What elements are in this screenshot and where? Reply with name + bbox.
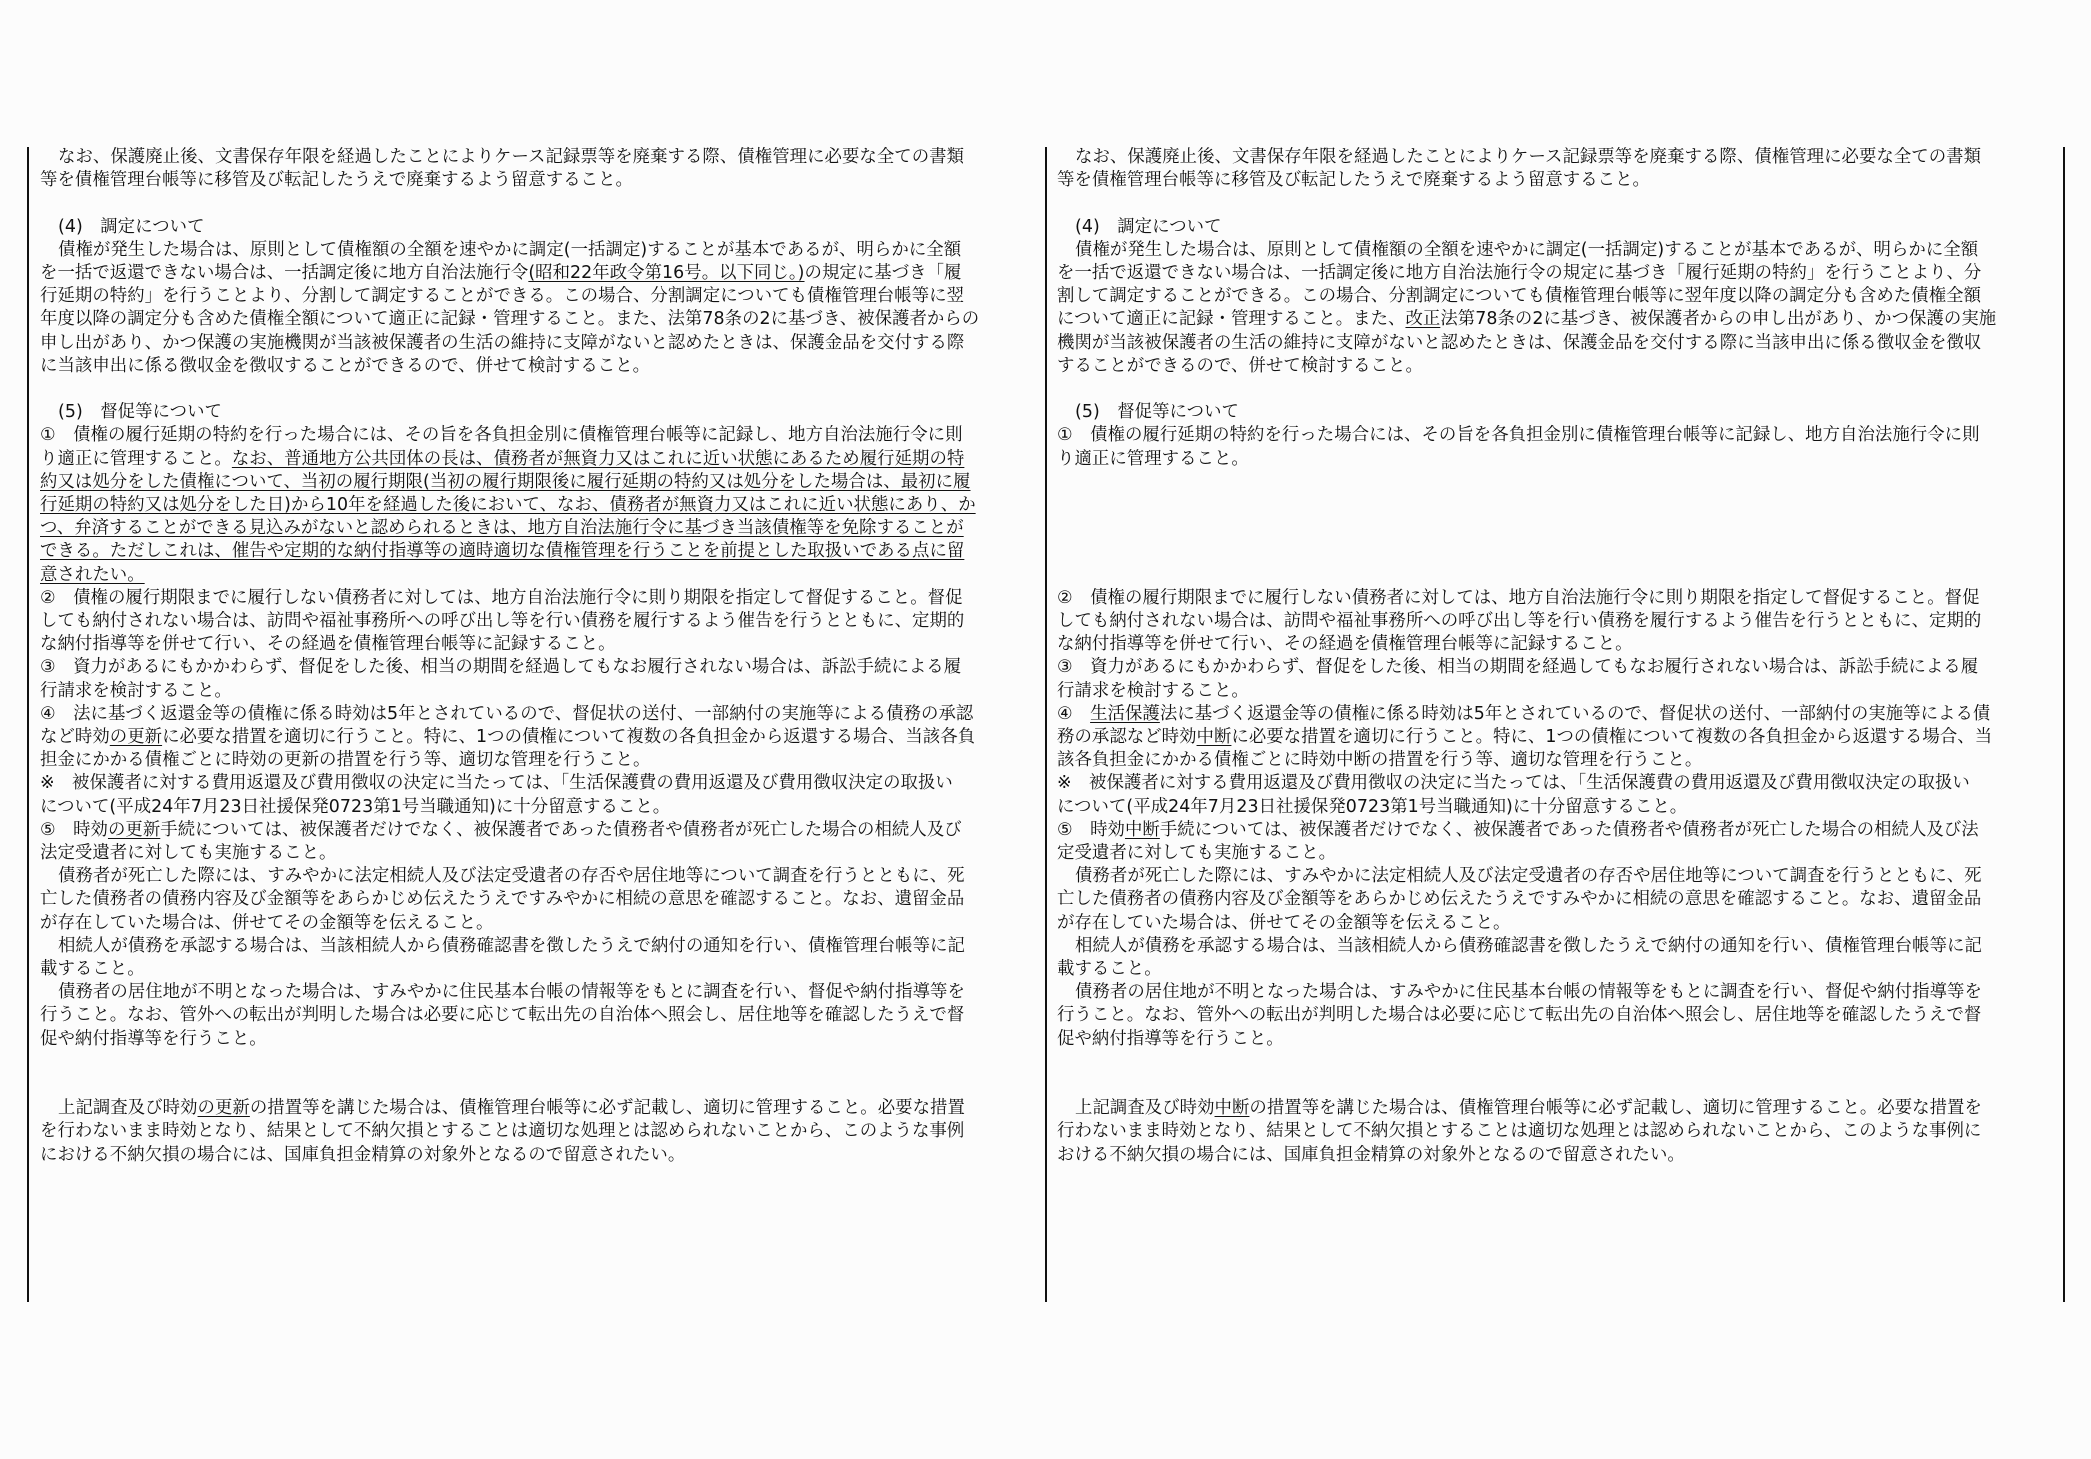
text-line bbox=[58, 146, 964, 169]
text-segment: 法定受遺者に対しても実施すること。 bbox=[40, 843, 337, 863]
text-segment: を行わないまま時効となり、結果として不納欠損とすることは適切な処理とは認められないことから、このような事例 bbox=[40, 1121, 965, 1142]
text-line bbox=[1075, 865, 1982, 888]
text-line bbox=[40, 912, 493, 935]
text-segment: (4) 調定について bbox=[58, 216, 205, 237]
text-segment: 等を債権管理台帳等に移管及び転記したうえで廃棄するよう留意すること。 bbox=[1057, 170, 1650, 191]
text-line bbox=[1075, 935, 1982, 958]
text-segment: が存在していた場合は、併せてその金額等を伝えること。 bbox=[1057, 912, 1511, 933]
text-segment: おける不納欠損の場合には、国庫負担金精算の対象外となるので留意されたい。 bbox=[1057, 1144, 1685, 1165]
text-segment: 債務者が死亡した際には、すみやかに法定相続人及び法定受遺者の存否や居住地等について調査を行うとともに、死 bbox=[58, 866, 965, 887]
underlined-amendment: 行延期の特約又は処分をした日)から10年を経過した後において、なお、債務者が無資力又はこれに近い状態にあり、か bbox=[40, 495, 976, 515]
text-line bbox=[40, 1028, 267, 1051]
text-line bbox=[58, 239, 961, 262]
text-line bbox=[1057, 726, 1992, 749]
text-line bbox=[1057, 262, 1981, 285]
text-line bbox=[1075, 146, 1981, 169]
text-line bbox=[1057, 819, 1979, 842]
text-segment: 促や納付指導等を行うこと。 bbox=[40, 1028, 267, 1049]
text-segment: なお、保護廃止後、文書保存年限を経過したことによりケース記録票等を廃棄する際、債権管理に必要な全ての書類 bbox=[58, 147, 965, 167]
text-segment: 該各負担金にかかる債権ごとに時効中断の措置を行う等、適切な管理を行うこと。 bbox=[1057, 750, 1703, 771]
text-segment: 上記調査及び時効 bbox=[58, 1098, 198, 1119]
text-segment: の規定に基づき「履 bbox=[804, 263, 962, 283]
text-line bbox=[1057, 169, 1650, 192]
text-line bbox=[1057, 888, 1981, 911]
underlined-amendment: の更新 bbox=[197, 1098, 250, 1119]
text-line bbox=[1057, 749, 1702, 772]
text-segment: 手続については、被保護者だけでなく、被保護者であった債務者や債務者が死亡した場合の相続人及び法 bbox=[1159, 819, 1979, 840]
text-line bbox=[1075, 239, 1978, 262]
text-segment: 相続人が債務を承認する場合は、当該相続人から債務確認書を徴したうえで納付の通知を行い、債権管理台帳等に記 bbox=[1075, 935, 1982, 956]
text-line bbox=[40, 1004, 964, 1027]
text-segment: 申し出があり、かつ保護の実施機関が当該被保護者の生活の維持に支障がないと認めたときは、保護金品を交付する際 bbox=[40, 332, 965, 353]
text-segment: 行請求を検討すること。 bbox=[1057, 680, 1249, 701]
text-line bbox=[40, 958, 145, 981]
text-segment: 相続人が債務を承認する場合は、当該相続人から債務確認書を徴したうえで納付の通知を行い、債権管理台帳等に記 bbox=[58, 935, 965, 956]
text-line bbox=[1057, 656, 1978, 679]
text-segment: における不納欠損の場合には、国庫負担金精算の対象外となるので留意されたい。 bbox=[40, 1144, 686, 1165]
right-border bbox=[2063, 147, 2065, 1302]
text-segment: ① 債権の履行延期の特約を行った場合には、その旨を各負担金別に債権管理台帳等に記録し、地方自治法施行令に則 bbox=[1057, 425, 1980, 446]
text-segment: の措置等を講じた場合は、債権管理台帳等に必ず記載し、適切に管理すること。必要な措置を bbox=[1249, 1098, 1982, 1119]
text-segment: について適正に記録・管理すること。また、 bbox=[1057, 309, 1406, 330]
text-segment: 法第78条の2に基づき、被保護者からの申し出があり、かつ保護の実施 bbox=[1440, 309, 1997, 330]
text-line bbox=[40, 656, 961, 679]
underlined-amendment: の更新 bbox=[107, 819, 161, 840]
text-segment: 割して調定することができる。この場合、分割調定についても債権管理台帳等に翌年度以降の調定分も含めた債権全額 bbox=[1057, 286, 1982, 307]
text-segment: ④ bbox=[1057, 703, 1091, 724]
text-line bbox=[1057, 424, 1980, 447]
text-segment: 債務者の居住地が不明となった場合は、すみやかに住民基本台帳の情報等をもとに調査を行い、督促や納付指導等を bbox=[1075, 982, 1982, 1003]
text-line bbox=[1057, 610, 1981, 633]
text-segment: 機関が当該被保護者の生活の維持に支障がないと認めたときは、保護金品を交付する際に当該申出に係る徴収金を徴収 bbox=[1057, 332, 1982, 353]
text-line bbox=[40, 564, 145, 587]
underlined-amendment: できる。ただしこれは、催告や定期的な納付指導等の適時適切な債権管理を行うことを前提とした取扱いである点に留 bbox=[40, 541, 965, 562]
text-segment: を一括で返還できない場合は、一括調定後に地方自治法施行令 bbox=[40, 263, 529, 283]
text-segment: 債務者が死亡した際には、すみやかに法定相続人及び法定受遺者の存否や居住地等について調査を行うとともに、死 bbox=[1075, 866, 1982, 887]
text-segment: ⑤ 時効 bbox=[40, 819, 108, 840]
text-line bbox=[1057, 703, 1990, 726]
text-line bbox=[1057, 1144, 1685, 1167]
text-segment: ※ 被保護者に対する費用返還及び費用徴収の決定に当たっては、「生活保護費の費用返還及び費用徴収決定の取扱い bbox=[1057, 773, 1970, 794]
text-line bbox=[1057, 448, 1249, 471]
text-line bbox=[40, 842, 337, 865]
text-segment: (4) 調定について bbox=[1075, 216, 1222, 237]
text-line bbox=[58, 935, 965, 958]
text-line bbox=[40, 308, 979, 331]
left-border bbox=[27, 147, 29, 1302]
text-line bbox=[40, 494, 976, 517]
text-segment: 行わないまま時効となり、結果として不納欠損とすることは適切な処理とは認められないことから、このような事例に bbox=[1057, 1121, 1982, 1142]
text-line bbox=[1075, 216, 1222, 239]
text-line bbox=[40, 471, 971, 494]
text-segment: な納付指導等を併せて行い、その経過を債権管理台帳等に記録すること。 bbox=[40, 634, 616, 655]
text-segment: 年度以降の調定分も含めた債権全額について適正に記録・管理すること。また、法第78条の2に基づき、被保護者からの bbox=[40, 309, 980, 330]
text-line bbox=[1057, 912, 1510, 935]
text-segment: 手続については、被保護者だけでなく、被保護者であった債務者や債務者が死亡した場合の相続人及び bbox=[160, 819, 962, 840]
text-line bbox=[1057, 355, 1423, 378]
text-segment: しても納付されない場合は、訪問や福祉事務所への呼び出し等を行い債務を履行するよう催告を行うとともに、定期的 bbox=[40, 611, 965, 631]
text-segment: 亡した債務者の債務内容及び金額等をあらかじめ伝えたうえですみやかに相続の意思を確認すること。なお、遺留金品 bbox=[40, 889, 965, 910]
text-segment: の措置等を講じた場合は、債権管理台帳等に必ず記載し、適切に管理すること。必要な措置 bbox=[249, 1098, 965, 1119]
text-segment: り適正に管理すること。 bbox=[1057, 448, 1249, 469]
text-line bbox=[1057, 308, 1996, 331]
underlined-amendment: 生活保護 bbox=[1090, 703, 1160, 724]
text-line bbox=[58, 1097, 965, 1120]
text-segment: ② 債権の履行期限までに履行しない債務者に対しては、地方自治法施行令に則り期限を指定して督促すること。督促 bbox=[40, 587, 963, 608]
text-line bbox=[40, 540, 964, 563]
column-divider bbox=[1045, 147, 1047, 1302]
underlined-amendment: なお、普通地方公共団体の長は、債務者が無資力又はこれに近い状態にあるため履行延期の特 bbox=[231, 448, 965, 469]
text-segment: に当該申出に係る徴収金を徴収することができるので、併せて検討すること。 bbox=[40, 355, 651, 376]
text-line bbox=[40, 262, 961, 285]
text-line bbox=[40, 772, 953, 795]
text-segment: 務の承認など時効 bbox=[1057, 727, 1197, 747]
text-line bbox=[40, 819, 962, 842]
underlined-amendment: つ、弁済することができる見込みがないと認められるときは、地方自治法施行令に基づき当該債権等を免除することが bbox=[40, 518, 964, 539]
text-segment: な納付指導等を併せて行い、その経過を債権管理台帳等に記録すること。 bbox=[1057, 634, 1633, 655]
text-line bbox=[40, 749, 650, 772]
text-line bbox=[1057, 1120, 1981, 1143]
text-line bbox=[40, 587, 963, 610]
text-segment: 債務者の居住地が不明となった場合は、すみやかに住民基本台帳の情報等をもとに調査を行い、督促や納付指導等を bbox=[58, 982, 965, 1003]
text-line bbox=[58, 865, 965, 888]
text-line bbox=[1057, 1028, 1284, 1051]
text-segment: することができるので、併せて検討すること。 bbox=[1057, 355, 1423, 376]
text-segment: ④ 法に基づく返還金等の債権に係る時効は5年とされているので、督促状の送付、一部納付の実施等による債務の承認 bbox=[40, 703, 974, 724]
text-line bbox=[1057, 633, 1633, 656]
text-segment: に必要な措置を適切に行うこと。特に、1つの債権について複数の各負担金から返還する場合、当 bbox=[1231, 727, 1993, 747]
underlined-amendment: 中断 bbox=[1124, 819, 1160, 840]
text-line bbox=[40, 610, 964, 633]
text-line bbox=[58, 216, 205, 239]
text-segment: 債権が発生した場合は、原則として債権額の全額を速やかに調定(一括調定)することが基本であるが、明らかに全額 bbox=[58, 239, 962, 260]
text-line bbox=[58, 401, 222, 424]
text-line bbox=[1057, 842, 1336, 865]
text-line bbox=[40, 703, 973, 726]
underlined-amendment: 改正 bbox=[1405, 309, 1441, 330]
text-line bbox=[40, 169, 633, 192]
text-line bbox=[1075, 1097, 1982, 1120]
text-segment: ② 債権の履行期限までに履行しない債務者に対しては、地方自治法施行令に則り期限を指定して督促すること。督促 bbox=[1057, 587, 1980, 608]
underlined-amendment: の更新 bbox=[109, 727, 163, 747]
text-line bbox=[40, 1144, 685, 1167]
text-segment: 上記調査及び時効 bbox=[1075, 1098, 1215, 1119]
text-line bbox=[40, 796, 670, 819]
text-line bbox=[40, 680, 232, 703]
text-segment: (5) 督促等について bbox=[58, 402, 222, 423]
text-segment: 等を債権管理台帳等に移管及び転記したうえで廃棄するよう留意すること。 bbox=[40, 170, 633, 191]
text-line bbox=[58, 981, 965, 1004]
text-segment: 載すること。 bbox=[1057, 959, 1162, 979]
text-segment: 行うこと。なお、管外への転出が判明した場合は必要に応じて転出先の自治体へ照会し、居住地等を確認したうえで督 bbox=[40, 1005, 965, 1026]
text-segment: ③ 資力があるにもかかわらず、督促をした後、相当の期間を経過してもなお履行されない場合は、訴訟手続による履 bbox=[40, 657, 962, 678]
text-segment: 定受遺者に対しても実施すること。 bbox=[1057, 843, 1337, 863]
text-line bbox=[1057, 332, 1981, 355]
underlined-amendment: 約又は処分をした債権について、当初の履行期限(当初の履行期限後に履行延期の特約又は処分をした場合は、最初に履 bbox=[40, 471, 971, 492]
text-line bbox=[1057, 680, 1249, 703]
text-segment: が存在していた場合は、併せてその金額等を伝えること。 bbox=[40, 912, 494, 933]
underlined-amendment: 中断 bbox=[1214, 1098, 1250, 1119]
text-segment: しても納付されない場合は、訪問や福祉事務所への呼び出し等を行い債務を履行するよう催告を行うとともに、定期的 bbox=[1057, 611, 1982, 631]
underlined-amendment: 意されたい。 bbox=[40, 564, 145, 585]
text-segment: を一括で返還できない場合は、一括調定後に地方自治法施行令の規定に基づき「履行延期の特約」を行うことより、分 bbox=[1057, 263, 1982, 283]
text-segment: 促や納付指導等を行うこと。 bbox=[1057, 1028, 1284, 1049]
text-segment: 行延期の特約」を行うことより、分割して調定することができる。この場合、分割調定についても債権管理台帳等に翌 bbox=[40, 286, 965, 307]
text-segment: 債権が発生した場合は、原則として債権額の全額を速やかに調定(一括調定)することが基本であるが、明らかに全額 bbox=[1075, 239, 1979, 260]
text-segment: ③ 資力があるにもかかわらず、督促をした後、相当の期間を経過してもなお履行されない場合は、訴訟手続による履 bbox=[1057, 657, 1979, 678]
text-line bbox=[40, 424, 963, 447]
text-segment: について(平成24年7月23日社援保発0723第1号当職通知)に十分留意すること。 bbox=[1057, 796, 1688, 817]
text-line bbox=[1057, 958, 1162, 981]
underlined-amendment: 中断 bbox=[1196, 727, 1232, 747]
text-line bbox=[40, 1120, 964, 1143]
text-line bbox=[40, 726, 975, 749]
text-line bbox=[40, 633, 616, 656]
text-line bbox=[1057, 796, 1687, 819]
text-line bbox=[1057, 587, 1980, 610]
text-segment: 法に基づく返還金等の債権に係る時効は5年とされているので、督促状の送付、一部納付の実施等による債 bbox=[1159, 703, 1991, 724]
text-line bbox=[40, 332, 964, 355]
text-segment: (5) 督促等について bbox=[1075, 402, 1239, 423]
text-line bbox=[40, 888, 964, 911]
text-segment: ※ 被保護者に対する費用返還及び費用徴収の決定に当たっては、「生活保護費の費用返還及び費用徴収決定の取扱い bbox=[40, 773, 953, 794]
text-line bbox=[1075, 401, 1239, 424]
text-segment: 行請求を検討すること。 bbox=[40, 680, 232, 701]
text-segment: ① 債権の履行延期の特約を行った場合には、その旨を各負担金別に債権管理台帳等に記録し、地方自治法施行令に則 bbox=[40, 425, 963, 446]
text-line bbox=[1057, 1004, 1981, 1027]
text-segment: について(平成24年7月23日社援保発0723第1号当職通知)に十分留意すること。 bbox=[40, 796, 671, 817]
text-segment: 亡した債務者の債務内容及び金額等をあらかじめ伝えたうえですみやかに相続の意思を確認すること。なお、遺留金品 bbox=[1057, 889, 1982, 910]
text-line bbox=[40, 448, 964, 471]
text-segment: なお、保護廃止後、文書保存年限を経過したことによりケース記録票等を廃棄する際、債権管理に必要な全ての書類 bbox=[1075, 147, 1982, 167]
text-line bbox=[40, 355, 650, 378]
underlined-amendment: (昭和22年政令第16号。以下同じ。) bbox=[528, 263, 805, 283]
text-line bbox=[1057, 772, 1970, 795]
text-segment: 行うこと。なお、管外への転出が判明した場合は必要に応じて転出先の自治体へ照会し、居住地等を確認したうえで督 bbox=[1057, 1005, 1982, 1026]
text-line bbox=[40, 517, 964, 540]
text-line bbox=[1075, 981, 1982, 1004]
text-segment: ⑤ 時効 bbox=[1057, 819, 1125, 840]
text-segment: り適正に管理すること。 bbox=[40, 448, 232, 469]
text-line bbox=[1057, 285, 1981, 308]
text-line bbox=[40, 285, 964, 308]
text-segment: 載すること。 bbox=[40, 959, 145, 979]
text-segment: など時効 bbox=[40, 727, 110, 747]
text-segment: 担金にかかる債権ごとに時効の更新の措置を行う等、適切な管理を行うこと。 bbox=[40, 750, 651, 771]
text-segment: に必要な措置を適切に行うこと。特に、1つの債権について複数の各負担金から返還する場合、当該各負 bbox=[162, 727, 976, 747]
